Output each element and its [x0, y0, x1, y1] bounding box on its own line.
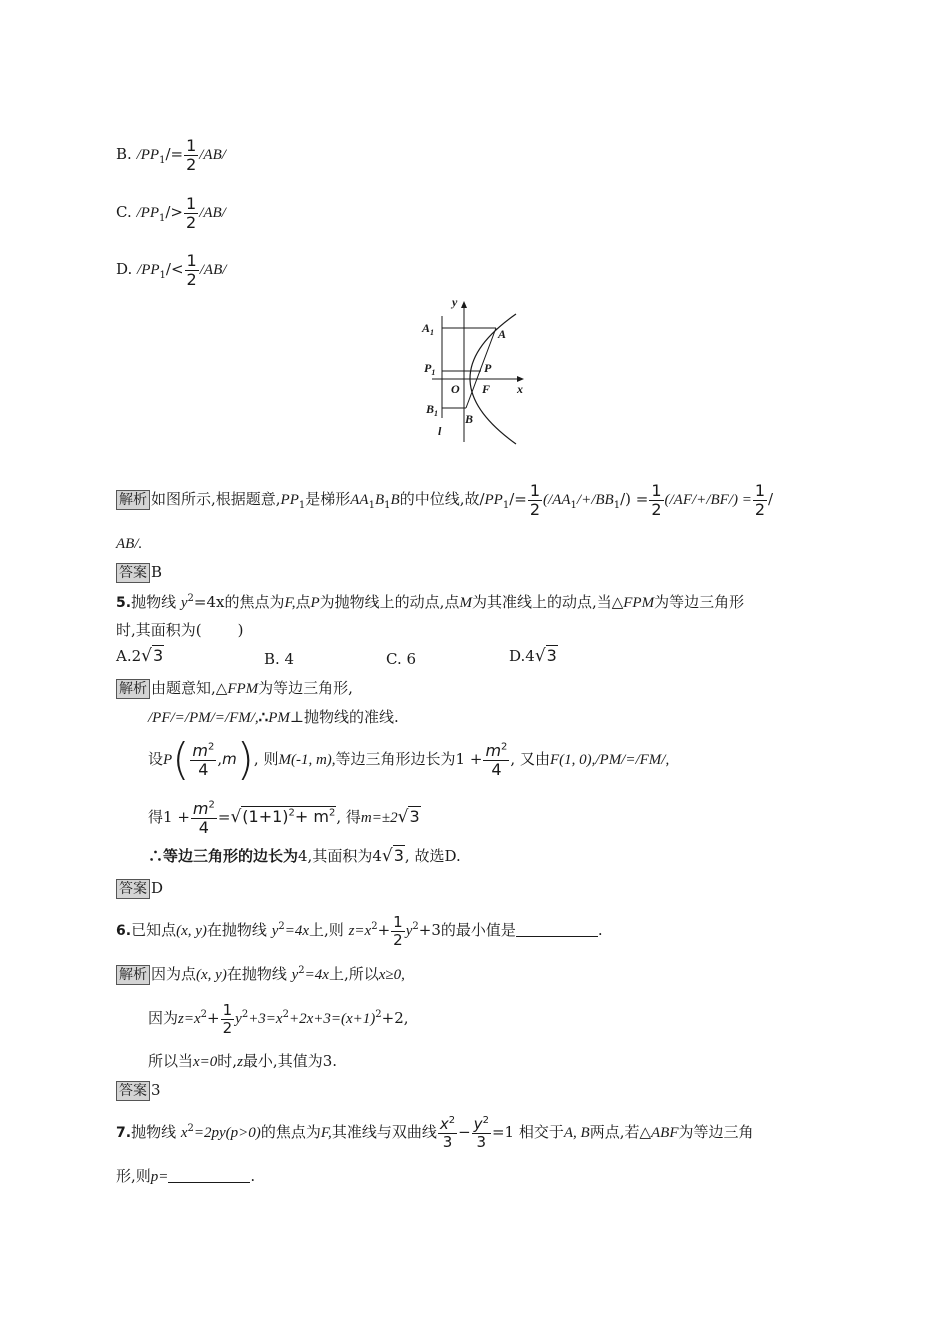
- q6-stem: 6.已知点(x, y)在抛物线 $y^2=4x$上,则 $z=x^2+$ $\frac{1}{2}$ $y^2+3$的最小值是 .: [116, 913, 603, 949]
- option-c[interactable]: C. $/PP_1/>$ $\frac{1}{2}$ /AB/: [116, 194, 226, 232]
- label-a1: $A_1$: [422, 321, 435, 337]
- fraction-half: $\frac{1}{2}$: [186, 136, 197, 174]
- q5-answer: 答案 D: [116, 878, 163, 899]
- label-a: A: [498, 327, 507, 341]
- q4-answer: 答案 B: [116, 562, 162, 583]
- chord-ab: [466, 328, 496, 408]
- option-b[interactable]: B. $/PP_1/=$ $\frac{1}{2}$ /AB/: [116, 136, 226, 174]
- fraction-half: $\frac{1}{2}$: [186, 194, 197, 232]
- analysis-tag: 解析: [116, 490, 150, 510]
- label-b: B: [465, 412, 474, 426]
- label-o: O: [451, 382, 460, 396]
- q5-analysis-line5: ∴等边三角形的边长为4,其面积为4√3, 故选D.: [148, 846, 461, 866]
- q5-stem: 5.抛物线 $y^2=4x$的焦点为F,点P为抛物线上的动点,点M为其准线上的动点,当△FPM为等边三角形: [116, 593, 745, 611]
- q5-analysis-line2: /PF/=/PM/=/FM/,∴PM⊥抛物线的准线.: [148, 708, 399, 726]
- q5-analysis-line3: 设P( $\frac{m^2}{4}$ ,m), 则M(-1, m),等边三角形边长为1 + $\frac{m^2}{4}$ , 又由F(1, 0),/PM/=/FM/,: [148, 734, 670, 786]
- label-b1: $B_1$: [426, 402, 439, 418]
- parabola-figure: [420, 296, 530, 446]
- q6-analysis-line1: 解析 因为点(x, y)在抛物线 $y^2=4x$上,所以x≥0,: [116, 964, 405, 985]
- q5-analysis-line4: 得1 + $\frac{m^2}{4}$ $=√(1+1)^2+ m^2$, 得m=±2√3: [148, 799, 420, 837]
- answer-tag: 答案: [116, 879, 150, 899]
- q4-analysis: 解析 如图所示,根据题意$,PP_1$是梯形$AA_1B_1B$的中位线,故$/PP_1/=$ $\frac{1}{2}$ $(/AA_1/+/BB_1/)$ = $\frac{1}{2}$ (/AF/+/BF/) = $\frac{1}{2}$ /: [116, 482, 773, 518]
- q5-option-b[interactable]: B. 4: [264, 650, 295, 668]
- fraction-half: $\frac{1}{2}$: [186, 251, 197, 289]
- q7-stem-line2: 形,则p= .: [116, 1167, 256, 1185]
- label-f: F: [482, 382, 491, 396]
- q5-option-c[interactable]: C. 6: [386, 650, 417, 668]
- q5-stem-line2: 时,其面积为( ): [116, 621, 244, 639]
- label-y: y: [452, 296, 458, 309]
- option-d[interactable]: D. $/PP_1/<$ $\frac{1}{2}$ /AB/: [116, 251, 227, 289]
- q6-answer: 答案 3: [116, 1080, 161, 1101]
- q4-analysis-cont: AB/.: [116, 536, 143, 552]
- analysis-tag: 解析: [116, 679, 150, 699]
- y-axis-arrow: [461, 301, 467, 308]
- answer-tag: 答案: [116, 1081, 150, 1101]
- label-x: x: [517, 382, 523, 396]
- answer-blank[interactable]: [168, 1168, 250, 1183]
- q6-analysis-line2: 因为$z=x^2+$ $\frac{1}{2}$ $y^2+3=x^2+2x+3=(x+1)^2+2$,: [148, 1001, 409, 1037]
- answer-tag: 答案: [116, 563, 150, 583]
- label-p: P: [484, 361, 492, 375]
- q7-stem: 7.抛物线 $x^2=2py(p>0)$的焦点为F,其准线与双曲线 $\frac{x^2}{3}$ − $\frac{y^2}{3}$ =1 相交于A, B两点,若△ABF为等边三角: [116, 1115, 754, 1151]
- q5-analysis-line1: 解析 由题意知,△FPM为等边三角形,: [116, 678, 353, 699]
- label-p1: $P_1$: [424, 361, 436, 377]
- analysis-tag: 解析: [116, 965, 150, 985]
- q5-option-d[interactable]: D.4√3: [509, 646, 557, 666]
- q6-analysis-line3: 所以当x=0时,z最小,其值为3.: [148, 1052, 338, 1070]
- label-l: l: [438, 424, 442, 438]
- q5-option-a[interactable]: A.2√3: [116, 646, 164, 666]
- answer-blank[interactable]: [516, 922, 598, 937]
